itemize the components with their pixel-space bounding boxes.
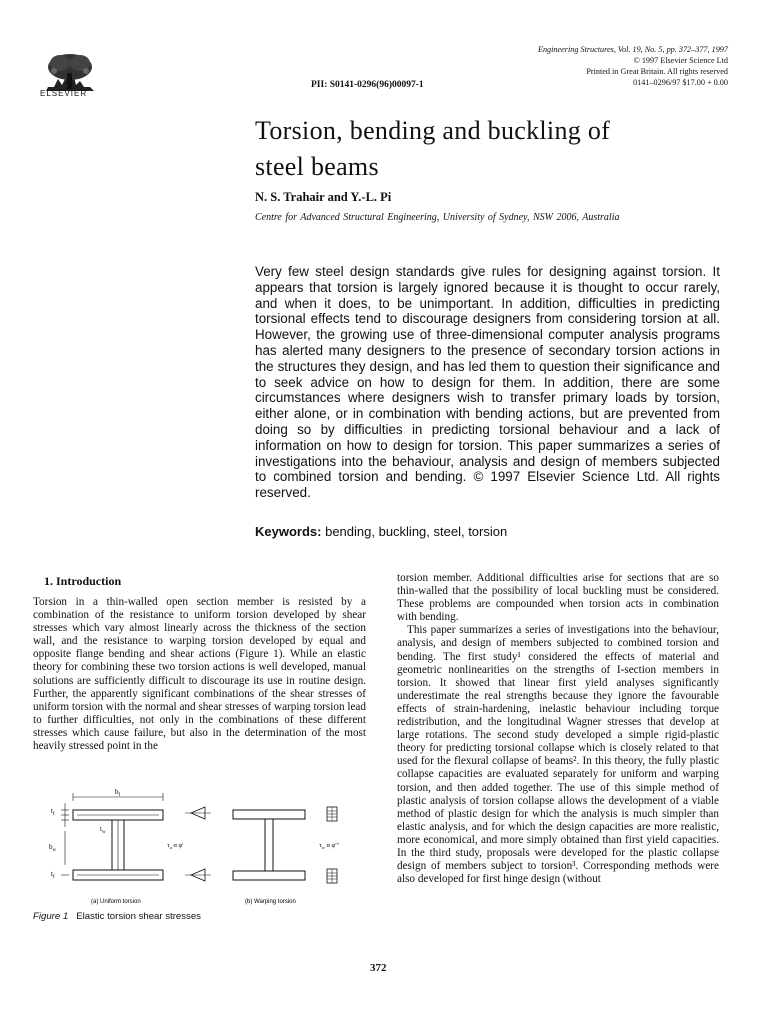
issn-price-line: 0141–0296/97 $17.00 + 0.00 [633,78,728,87]
label-bf: $b_f$ [115,788,121,798]
article-title [255,113,725,185]
figure-1-diagram [45,785,365,915]
label-tf: $t_f$ [51,807,55,817]
section-heading: 1. Introduction [44,574,122,588]
label-bw: $b_w$ [49,843,57,853]
left-column [33,596,366,753]
pii-code: PII: S0141-0296(96)00097-1 [311,80,424,90]
journal-citation: Engineering Structures, Vol. 19, No. 5, pp. 372–377, 1997 [537,45,728,54]
title-line-1: Torsion, bending and buckling of [255,116,611,145]
keywords [255,524,507,539]
abstract: Very few steel design standards give rules for designing against torsion. It appears that torsion is largely ignored because it is thought to occur rarely, and when it does, to be unimportant. In addition, difficulties in predicting torsional effects tend to discourage designers from considering torsion at all. However, the growing use of three-dimensional computer analysis programs has alerted many designers to the presence of secondary torsion actions in the structures they design, and has led them to question their significance and to seek advice on how to design for them. In addition, there are some circumstances where designers wish to transfer primary loads by torsion, either alone, or in combination with bending actions, but are prevented from doing so by difficulties in predicting torsional behaviour and a lack of information on how to design for torsion. This paper summarizes a series of investigations into the behaviour, analysis and design of members subjected to combined torsion and bending. © 1997 Elsevier Science Ltd. All rights reserved. [255,264,720,501]
affiliation: Centre for Advanced Structural Engineering, University of Sydney, NSW 2006, Australia [255,212,620,223]
label-tw: $t_w$ [100,825,106,835]
printed-line: Printed in Great Britain. All rights reserved [586,67,728,76]
figure-caption [33,911,201,922]
label-warping-stress: $\tau_w$ α φ''' [319,842,339,850]
label-tf-bottom: $t_f$ [51,870,55,880]
keywords-list: bending, buckling, steel, torsion [325,524,508,539]
figure-label: Figure 1 [33,911,69,922]
keywords-label: Keywords: [255,524,322,539]
page-number: 372 [370,962,387,974]
label-uniform-stress: $\tau_u$ α φ' [167,842,184,850]
caption-uniform: (a) Uniform torsion [91,899,141,905]
copyright-line: © 1997 Elsevier Science Ltd [633,56,728,65]
publisher-name: ELSEVIER [40,89,88,98]
intro-paragraph-continued: torsion member. Additional difficulties arise for sections that are so thin-walled that the possibility of local buckling must be considered. These problems are compounded when torsion acts in combination with bending. [397,572,719,624]
intro-paragraph-1: Torsion in a thin-walled open section member is resisted by a combination of the resistance to uniform torsion developed by shear stresses which vary almost linearly across the thickness of the section wall, and the resistance to warping torsion developed by equal and opposite flange bending and shear actions (Figure 1). While an elastic theory for combining these two torsion actions is well developed, manual solutions are sufficiently difficult to discourage its use in routine design. Further, the apparently significant combinations of the shear stresses of uniform torsion with the normal and shear stresses of warping torsion lead to further difficulties, not only in the combinations of these different stresses which cause failure, but also in the determination of the most heavily stressed point in the [33,596,366,753]
figure-caption-text: Elastic torsion shear stresses [76,911,201,922]
intro-paragraph-2: This paper summarizes a series of investigations into the behaviour, analysis, and design of members subjected to combined torsion and bending. The first study¹ considered the effects of material and geometric nonlinearities on the strengths of I-section members in torsion. It showed that linear first yield analyses significantly underestimate the real strengths because they ignore the favourable effects of strain-hardening, inelastic behaviour including torque redistribution, and the longitudinal Wagner stresses that develop at large rotations. The second study developed a simple rigid-plastic theory for predicting torsional collapse which is closely related to that used for the flexural collapse of beams². In this theory, the fully plastic collapse capacities are evaluated separately for uniform and warping torsion, and then added together. The use of this simple method of plastic analysis of torsion collapse allows the development of a viable method of plastic design for which the analysis is much simpler than elastic analysis, and for which the design capacities are more realistic, more economical, and more simply obtained than first yield capacities. In the third study, proposals were developed for the plastic collapse design of members subject to torsion³. Corresponding methods were also developed for first hinge design (without [397,624,719,886]
title-line-2: steel beams [255,152,379,181]
caption-warping: (b) Warping torsion [245,899,296,905]
uniform-torsion-section [61,793,211,881]
authors: N. S. Trahair and Y.-L. Pi [255,190,392,204]
journal-info [428,44,728,88]
right-column [397,572,719,886]
